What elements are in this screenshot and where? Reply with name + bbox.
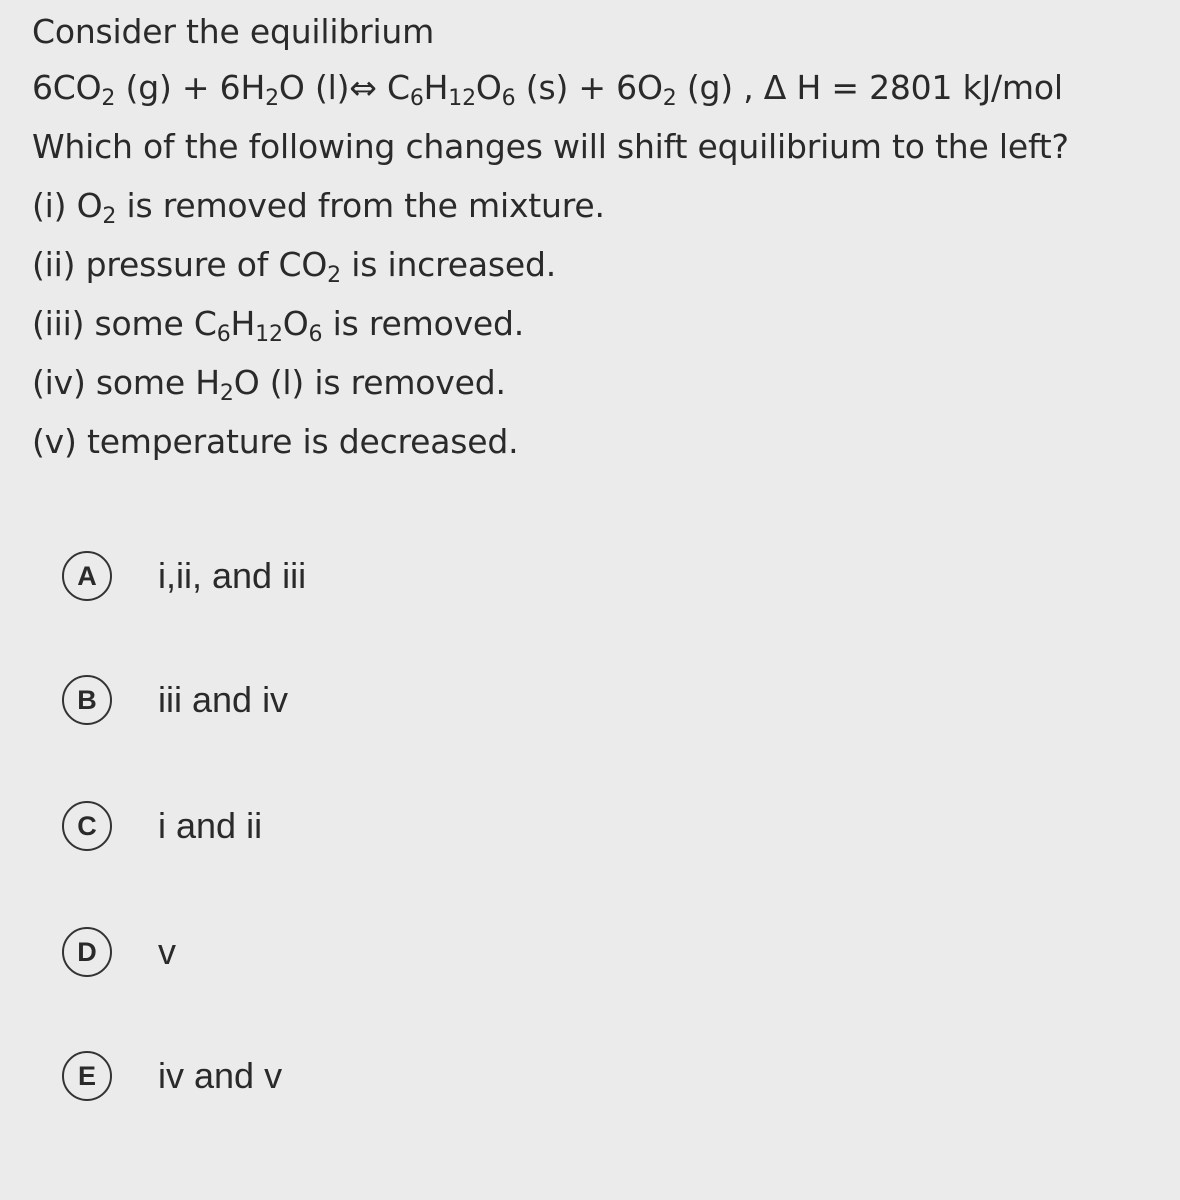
option-e-letter-badge[interactable]: E xyxy=(62,1051,112,1101)
statement-i: (i) $O_2$ is removed from the mixture. xyxy=(32,186,605,229)
option-b-letter-badge[interactable]: B xyxy=(62,675,112,725)
question-stem xyxy=(32,10,1162,479)
statement-ii: (ii) pressure of $CO_2$ is increased. xyxy=(32,245,557,288)
option-e-label: iv and v xyxy=(158,1055,283,1096)
option-d-letter-badge[interactable]: D xyxy=(62,927,112,977)
option-a-label: i,ii, and iii xyxy=(158,555,307,596)
statement-iv: (iv) some $H_2O$ (l) is removed. xyxy=(32,363,506,406)
option-c-letter-badge[interactable]: C xyxy=(62,801,112,851)
option-d[interactable] xyxy=(62,925,176,979)
option-b-label: iii and iv xyxy=(158,679,289,720)
question-prompt: Which of the following changes will shift equilibrium to the left? xyxy=(32,127,1069,166)
equilibrium-equation: $6CO_2$ $(g) + 6H_2O$ (l)⇔ $C_6H_{12}O_6$ $(s) + 6O_2$ (g) , Δ H = 2801 kJ/mol xyxy=(32,68,1063,111)
option-b[interactable] xyxy=(62,673,288,727)
option-a[interactable] xyxy=(62,549,306,603)
option-c-label: i and ii xyxy=(158,805,263,846)
option-a-letter-badge[interactable]: A xyxy=(62,551,112,601)
option-d-label: v xyxy=(158,931,176,972)
question-intro: Consider the equilibrium xyxy=(32,12,435,51)
option-c[interactable] xyxy=(62,799,262,853)
statement-iii: (iii) some $C_6H_{12}O_6$ is removed. xyxy=(32,304,525,347)
statement-v: (v) temperature is decreased. xyxy=(32,422,519,461)
option-e[interactable] xyxy=(62,1049,282,1103)
